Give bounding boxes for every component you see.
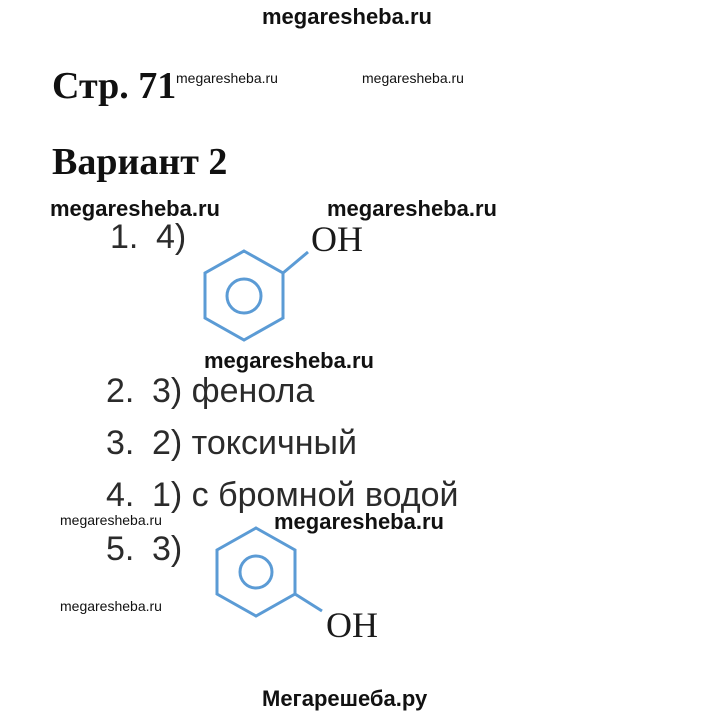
watermark: megaresheba.ru xyxy=(274,509,444,534)
watermark: megaresheba.ru xyxy=(327,196,497,221)
oh-label: OH xyxy=(311,219,363,259)
answer-number: 5. xyxy=(106,530,135,568)
page-title: Стр. 71 xyxy=(52,65,177,107)
variant-title: Вариант 2 xyxy=(52,141,228,183)
answer-number: 2. xyxy=(106,372,135,410)
answer-text: 1) с бромной водой xyxy=(152,476,459,514)
oh-label: OH xyxy=(326,605,378,645)
answer-text: 3) фенола xyxy=(152,372,315,410)
answer-text: 4) xyxy=(156,218,187,256)
watermark: megaresheba.ru xyxy=(50,196,220,221)
watermark: megaresheba.ru xyxy=(362,70,464,86)
footer-watermark: Мегарешеба.ру xyxy=(262,686,428,711)
answer-number: 4. xyxy=(106,476,135,514)
answer-text: 2) токсичный xyxy=(152,424,357,462)
answer-number: 1. xyxy=(110,218,139,256)
answer-text: 3) xyxy=(152,530,183,568)
watermark: megaresheba.ru xyxy=(60,512,162,528)
watermark: megaresheba.ru xyxy=(204,348,374,373)
watermark: megaresheba.ru xyxy=(60,598,162,614)
watermark: megaresheba.ru xyxy=(176,70,278,86)
answer-number: 3. xyxy=(106,424,135,462)
watermark-top: megaresheba.ru xyxy=(262,4,432,29)
